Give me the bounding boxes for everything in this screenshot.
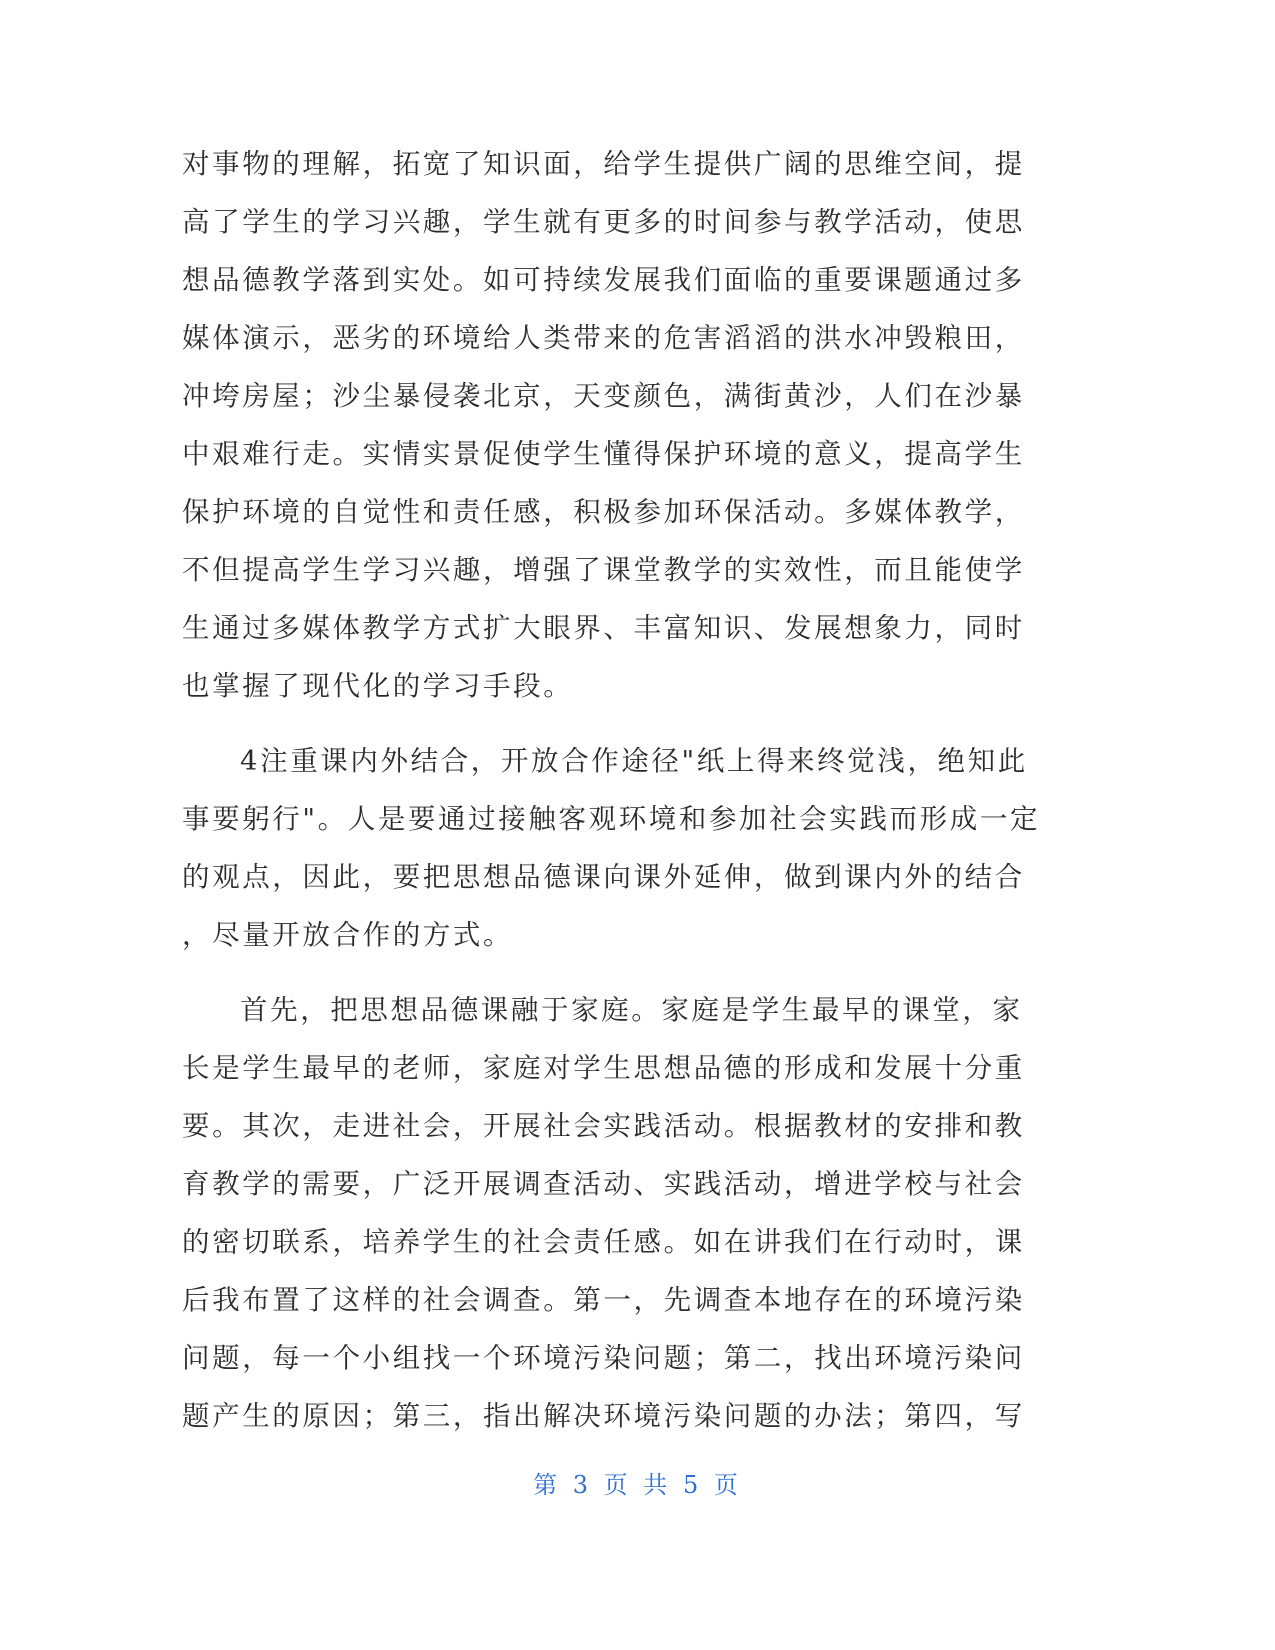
paragraph-gap: [182, 715, 1027, 732]
text-line: 的观点，因此，要把思想品德课向课外延伸，做到课内外的结合: [182, 861, 1025, 893]
paragraph-3: [182, 981, 1027, 1445]
text-line: 长是学生最早的老师，家庭对学生思想品德的形成和发展十分重: [182, 1052, 1025, 1084]
text-line: 想品德教学落到实处。如可持续发展我们面临的重要课题通过多: [182, 264, 1025, 296]
text-line: 冲垮房屋；沙尘暴侵袭北京，天变颜色，满街黄沙，人们在沙暴: [182, 380, 1025, 412]
text-line: 媒体演示，恶劣的环境给人类带来的危害滔滔的洪水冲毁粮田，: [182, 322, 1025, 354]
paragraph-1: [182, 135, 1027, 715]
text-line: ，尽量开放合作的方式。: [182, 919, 514, 951]
text-line: 首先，把思想品德课融于家庭。家庭是学生最早的课堂，家: [240, 994, 1023, 1026]
text-line: 对事物的理解，拓宽了知识面，给学生提供广阔的思维空间，提: [182, 148, 1025, 180]
text-line: 高了学生的学习兴趣，学生就有更多的时间参与教学活动，使思: [182, 206, 1025, 238]
text-line: 生通过多媒体教学方式扩大眼界、丰富知识、发展想象力，同时: [182, 612, 1025, 644]
page-number-footer: 第 3 页 共 5 页: [533, 1471, 742, 1499]
document-body: [182, 135, 1041, 1445]
text-line: 题产生的原因；第三，指出解决环境污染问题的办法；第四，写: [182, 1400, 1025, 1432]
text-line: 要。其次，走进社会，开展社会实践活动。根据教材的安排和教: [182, 1110, 1025, 1142]
text-line: 中艰难行走。实情实景促使学生懂得保护环境的意义，提高学生: [182, 438, 1025, 470]
paragraph-gap: [182, 964, 1027, 981]
text-line: 问题，每一个小组找一个环境污染问题；第二，找出环境污染问: [182, 1342, 1025, 1374]
paragraph-2: [182, 732, 1041, 964]
text-line: 育教学的需要，广泛开展调查活动、实践活动，增进学校与社会: [182, 1168, 1025, 1200]
text-line: 的密切联系，培养学生的社会责任感。如在讲我们在行动时，课: [182, 1226, 1025, 1258]
text-line: 不但提高学生学习兴趣，增强了课堂教学的实效性，而且能使学: [182, 554, 1025, 586]
text-line: 事要躬行"。人是要通过接触客观环境和参加社会实践而形成一定: [182, 803, 1041, 835]
text-line: 也掌握了现代化的学习手段。: [182, 670, 574, 702]
text-line: 后我布置了这样的社会调查。第一，先调查本地存在的环境污染: [182, 1284, 1025, 1316]
text-line: 4注重课内外结合，开放合作途径"纸上得来终觉浅，绝知此: [240, 745, 1028, 777]
text-line: 保护环境的自觉性和责任感，积极参加环保活动。多媒体教学，: [182, 496, 1025, 528]
